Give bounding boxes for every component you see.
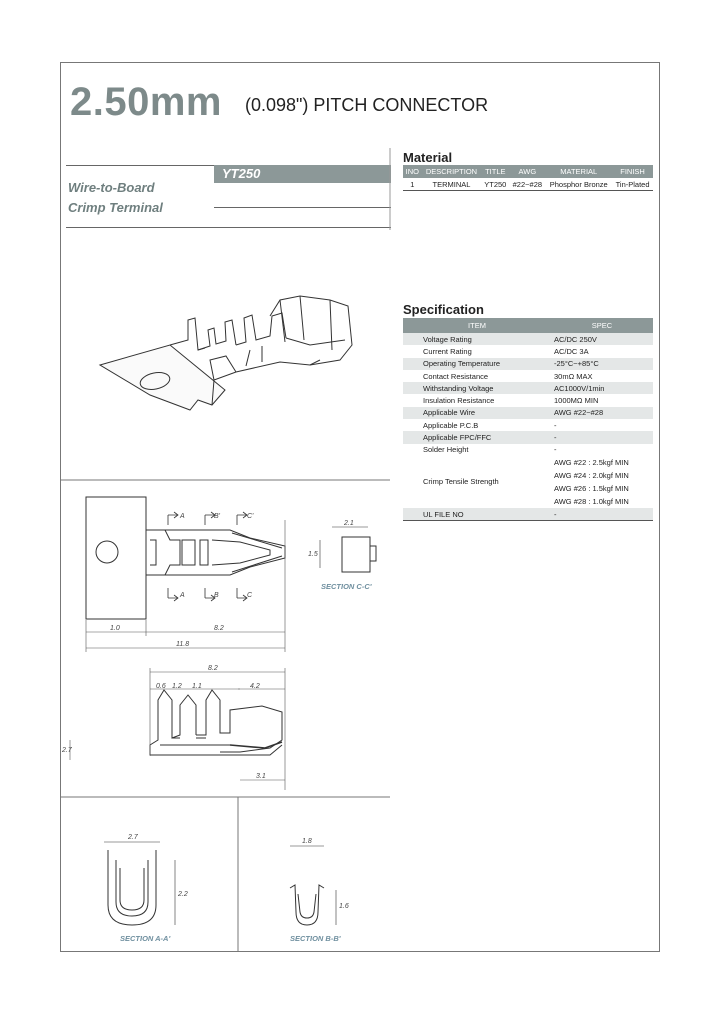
dim-label: 1.1: [192, 683, 202, 690]
cell: Tin-Plated: [612, 178, 653, 191]
spec-item: Crimp Tensile Strength: [423, 477, 499, 487]
spec-value: AC1000V/1min: [551, 382, 653, 394]
spec-value: 30mΩ MAX: [554, 371, 593, 381]
spec-value: AWG #22~#28: [551, 407, 653, 419]
col-header: FINISH: [612, 165, 653, 178]
spec-value: AC/DC 250V: [551, 333, 653, 345]
spec-value: -: [551, 431, 653, 443]
pitch-size-title: 2.50mm: [70, 80, 222, 124]
col-header: SPEC: [551, 318, 653, 333]
dim-label: 0.6: [156, 683, 166, 690]
spec-value: -: [554, 445, 557, 455]
dim-label: 1.0: [110, 625, 120, 632]
spec-item: Contact Resistance: [423, 371, 489, 381]
spec-item: Current Rating: [423, 346, 472, 356]
col-header: INO: [403, 165, 422, 178]
dim-label: 11.8: [176, 641, 190, 648]
col-header: ITEM: [403, 318, 551, 333]
section-aa-drawing: [104, 842, 175, 925]
dim-label: 1.6: [339, 903, 349, 910]
section-cc-caption: SECTION C-C': [321, 582, 372, 591]
spec-value: AC/DC 3A: [554, 346, 589, 356]
label-a-bottom: A: [180, 592, 185, 599]
section-aa-caption: SECTION A-A': [120, 934, 171, 943]
dim-label: 8.2: [214, 625, 224, 632]
spec-value: -: [551, 508, 653, 521]
dim-label: 2.1: [344, 520, 354, 527]
dim-label: 1.5: [308, 551, 318, 558]
label-b-top: B': [214, 513, 221, 520]
crimp-spec-line: AWG #24 : 2.0kgf MIN: [554, 470, 629, 480]
spec-item: Operating Temperature: [403, 358, 551, 370]
label-a-top: A: [180, 513, 185, 520]
section-cc-drawing: [320, 527, 376, 572]
product-type-line1: Wire-to-Board: [68, 180, 155, 195]
col-header: TITLE: [481, 165, 509, 178]
dim-label: 3.1: [256, 773, 266, 780]
label-c-top: C': [247, 513, 254, 520]
dim-label: 1.8: [302, 838, 312, 845]
label-c-bottom: C: [247, 592, 253, 599]
spec-item: Applicable FPC/FFC: [403, 431, 551, 443]
material-heading: Material: [403, 150, 453, 165]
dim-label: 1.2: [172, 683, 182, 690]
spec-value: 1000MΩ MIN: [554, 396, 599, 406]
connector-title: (0.098") PITCH CONNECTOR: [245, 95, 489, 115]
terminal-3d-illustration: [100, 296, 352, 410]
spec-item: Voltage Rating: [403, 333, 551, 345]
col-header: MATERIAL: [545, 165, 612, 178]
dim-label: 2.7: [62, 747, 72, 754]
product-code: YT250: [222, 166, 261, 181]
label-b-bottom: B: [214, 592, 219, 599]
specification-heading: Specification: [403, 302, 484, 317]
section-bb-drawing: [290, 846, 336, 925]
crimp-spec-line: AWG #26 : 1.5kgf MIN: [554, 483, 629, 493]
spec-item: Applicable P.C.B: [423, 420, 479, 430]
side-view-drawing: [150, 690, 282, 755]
spec-item: Insulation Resistance: [423, 396, 495, 406]
spec-item: Applicable Wire: [403, 407, 551, 419]
cell: Phosphor Bronze: [545, 178, 612, 191]
cell: YT250: [481, 178, 509, 191]
spec-item: Withstanding Voltage: [403, 382, 551, 394]
cell: #22~#28: [509, 178, 545, 191]
spec-value: -25°C~+85°C: [551, 358, 653, 370]
top-view-drawing: [86, 497, 285, 619]
col-header: AWG: [509, 165, 545, 178]
dim-label: 8.2: [208, 665, 218, 672]
crimp-spec-line: AWG #22 : 2.5kgf MIN: [554, 457, 629, 467]
dim-label: 2.2: [178, 891, 188, 898]
spec-item: Solder Height: [423, 445, 469, 455]
cell: TERMINAL: [422, 178, 482, 191]
product-type-line2: Crimp Terminal: [68, 200, 163, 215]
dim-label: 2.7: [128, 834, 138, 841]
dim-label: 4.2: [250, 683, 260, 690]
crimp-spec-line: AWG #28 : 1.0kgf MIN: [554, 496, 629, 506]
col-header: DESCRIPTION: [422, 165, 482, 178]
cell: 1: [403, 178, 422, 191]
section-bb-caption: SECTION B-B': [290, 934, 341, 943]
spec-value: -: [554, 420, 557, 430]
spec-item: UL FILE NO: [403, 508, 551, 521]
